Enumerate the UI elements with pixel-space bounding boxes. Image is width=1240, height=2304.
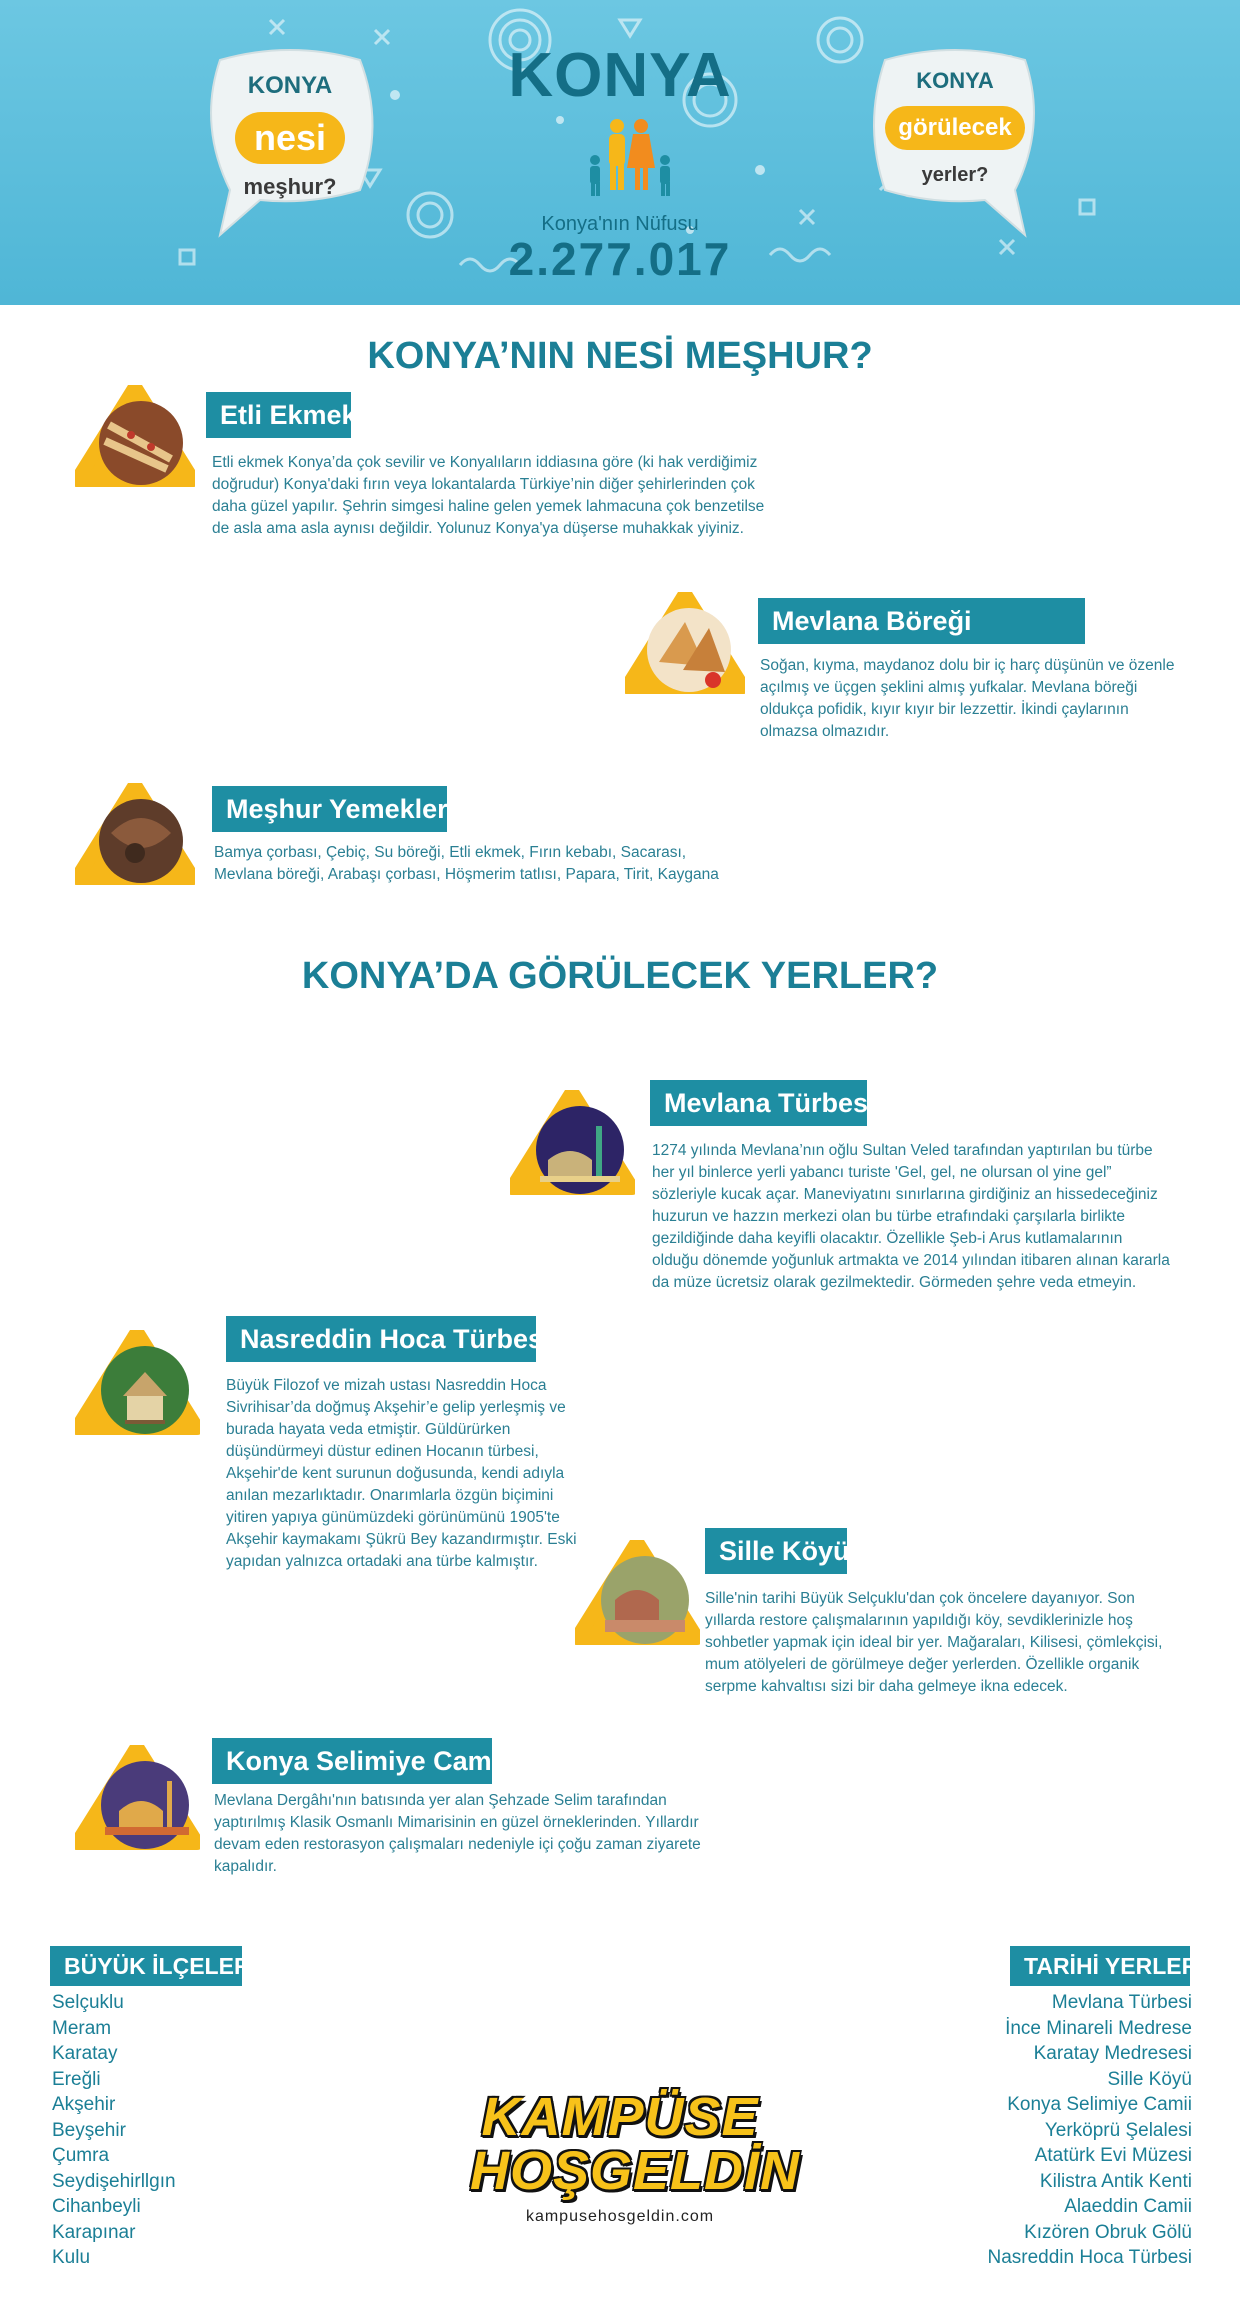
bubble-top-text: KONYA bbox=[247, 72, 333, 99]
header-banner bbox=[0, 0, 1240, 305]
list-item: Mevlana Türbesi bbox=[1051, 1992, 1192, 2013]
etli-ekmek-image bbox=[75, 385, 195, 495]
list-item: Karatay Medresesi bbox=[1033, 2043, 1192, 2064]
historic-list bbox=[880, 1990, 1192, 2271]
list-item: Atatürk Evi Müzesi bbox=[1034, 2145, 1192, 2166]
item-description: Sille'nin tarihi Büyük Selçuklu'dan çok öncelere dayanıyor. Son yıllarda restore çalışmalarının yapıldığı köy, sevdiklerinizle hoş sohbetler yapmak için ideal bir yer. Mağaraları, Kilisesi, çömlekçisi, mum atölyeleri de görülmeye değer yerlerden. Özellikle organik serpme kahvaltısı sizi bir daha gelmeye ikna edecek. bbox=[705, 1590, 1163, 1695]
mevlana-boregi-image bbox=[625, 592, 745, 702]
list-item: Yerköprü Şelalesi bbox=[1044, 2119, 1192, 2141]
nasreddin-hoca-turbesi-image bbox=[75, 1330, 200, 1445]
section-title-places: KONYA’DA GÖRÜLECEK YERLER? bbox=[301, 955, 939, 997]
list-item: Seydişehirllgın bbox=[52, 2170, 176, 2192]
list-item: Çumra bbox=[52, 2145, 110, 2166]
sille-koyu-image bbox=[575, 1540, 700, 1655]
bubble-pill: nesi bbox=[235, 112, 345, 164]
item-description: Büyük Filozof ve mizah ustası Nasreddin Hoca Sivrihisar’da doğmuş Akşehir’e gelip yerleşmiş ve burada hayata veda etmiştir. Güldürürken düşündürmeyi düstur edinen Hocanın türbesi, Akşehir'de kent surunun doğusunda, kendi adıyla anılan mezarlıktadır. Onarımlarla özgün biçimini yitiren yapıya günümüzdeki görünümünü 1905'te Akşehir kaymakamı Şükrü Bey kazandırmıştır. Eski yapıdan yalnızca ortadaki ana türbe kalmıştır. bbox=[226, 1377, 577, 1570]
site-logo bbox=[470, 2087, 801, 2240]
list-item: Ereğli bbox=[52, 2068, 101, 2090]
item-description: Bamya çorbası, Çebiç, Su böreği, Etli ekmek, Fırın kebabı, Sacarası, Mevlana böreği, Arabaşı çorbası, Höşmerim tatlısı, Papara, Tirit, Kaygana bbox=[214, 844, 719, 883]
item-title: Mevlana Türbesi bbox=[650, 1080, 867, 1126]
districts-list bbox=[52, 1990, 352, 2271]
bubble-pill: görülecek bbox=[885, 106, 1025, 150]
list-item: Selçuklu bbox=[52, 1992, 124, 2013]
bubble-bottom-text: yerler? bbox=[921, 164, 989, 186]
list-item: Konya Selimiye Camii bbox=[1007, 2094, 1192, 2115]
item-title: Konya Selimiye Camii bbox=[212, 1738, 492, 1784]
mevlana-turbesi-image bbox=[510, 1090, 635, 1205]
list-item: Alaeddin Camii bbox=[1064, 2196, 1192, 2217]
list-item: Meram bbox=[52, 2017, 112, 2039]
districts-title: BÜYÜK İLÇELERİ bbox=[50, 1946, 242, 1986]
population-value: 2.277.017 bbox=[508, 233, 732, 285]
logo-url: kampusehosgeldin.com bbox=[525, 2208, 715, 2225]
logo-line-1: KAMPÜSE bbox=[481, 2087, 759, 2147]
list-item: Kulu bbox=[52, 2247, 91, 2268]
bubble-bottom-text: meşhur? bbox=[243, 174, 337, 199]
list-item: Cihanbeyli bbox=[52, 2196, 141, 2217]
page-title: KONYA bbox=[508, 41, 732, 110]
list-item: Beyşehir bbox=[52, 2119, 126, 2141]
list-item: İnce Minareli Medrese bbox=[1005, 2017, 1192, 2039]
item-description: Soğan, kıyma, maydanoz dolu bir iç harç düşünün ve özenle açılmış ve üçgen şeklini almış yufkalar. Mevlana böreği oldukça pofidik, kıyır kıyır bir lezzettir. İkindi çaylarının olmazsa olmazıdır. bbox=[760, 657, 1175, 740]
item-description: Etli ekmek Konya’da çok sevilir ve Konyalıların iddiasına göre (ki hak verdiğimiz doğrudur) Konya'daki fırın veya lokantalarda Türkiye’nin diğer şehirlerinden çok daha güzel yapılır. Şehrin simgesi haline gelen yemek lahmacuna çok benzetilse de asla ama asla aynısı değildir. Yolunuz Konya'ya düşerse muhakkak yiyiniz. bbox=[212, 454, 765, 537]
list-item: Akşehir bbox=[52, 2094, 116, 2115]
konya-selimiye-camii-image bbox=[75, 1745, 200, 1860]
list-item: Sille Köyü bbox=[1107, 2068, 1192, 2090]
historic-title: TARİHİ YERLER bbox=[1010, 1946, 1190, 1986]
logo-line-2: HOŞGELDİN bbox=[470, 2141, 801, 2201]
meshur-yemekleri-image bbox=[75, 783, 195, 893]
item-description: Mevlana Dergâhı'nın batısında yer alan Şehzade Selim tarafından yaptırılmış Klasik Osmanlı Mimarisinin en güzel örneklerinden. Yıllardır devam eden restorasyon çalışmaları nedeniyle içi çoğu zaman ziyarete kapalıdır. bbox=[214, 1792, 701, 1875]
item-title: Meşhur Yemekleri bbox=[212, 786, 447, 832]
family-icon bbox=[585, 118, 675, 200]
list-item: Kilistra Antik Kenti bbox=[1039, 2170, 1192, 2192]
section-title-famous: KONYA’NIN NESİ MEŞHUR? bbox=[367, 335, 873, 377]
list-item: Nasreddin Hoca Türbesi bbox=[987, 2247, 1192, 2268]
list-item: Kızören Obruk Gölü bbox=[1024, 2221, 1192, 2243]
item-description: 1274 yılında Mevlana’nın oğlu Sultan Veled tarafından yaptırılan bu türbe her yıl binlerce yerli yabancı turiste 'Gel, gel, ne olursan ol yine gel” sözleriyle kucak açar. Maneviyatını sınırlarına girdiğiniz an hissedeceğiniz huzurun ve hazzın merkezi olan bu türbe etrafındaki çarşılarla birlikte gezildiğinde daha keyifli olacaktır. Özellikle Şeb-i Arus kutlamalarının olduğu dönemde yoğunluk artmakta ve 2014 yılından itibaren alınan kararla da müze ücretsiz olarak gezilmektedir. Görmeden şehre veda etmeyin. bbox=[652, 1142, 1170, 1291]
item-title: Sille Köyü bbox=[705, 1528, 847, 1574]
list-item: Karatay bbox=[52, 2043, 118, 2064]
population-label: Konya'nın Nüfusu bbox=[541, 213, 699, 235]
item-title: Etli Ekmek bbox=[206, 392, 351, 438]
bubble-top-text: KONYA bbox=[916, 68, 994, 93]
list-item: Karapınar bbox=[52, 2221, 136, 2243]
item-title: Mevlana Böreği bbox=[758, 598, 1085, 644]
item-title: Nasreddin Hoca Türbesi bbox=[226, 1316, 536, 1362]
